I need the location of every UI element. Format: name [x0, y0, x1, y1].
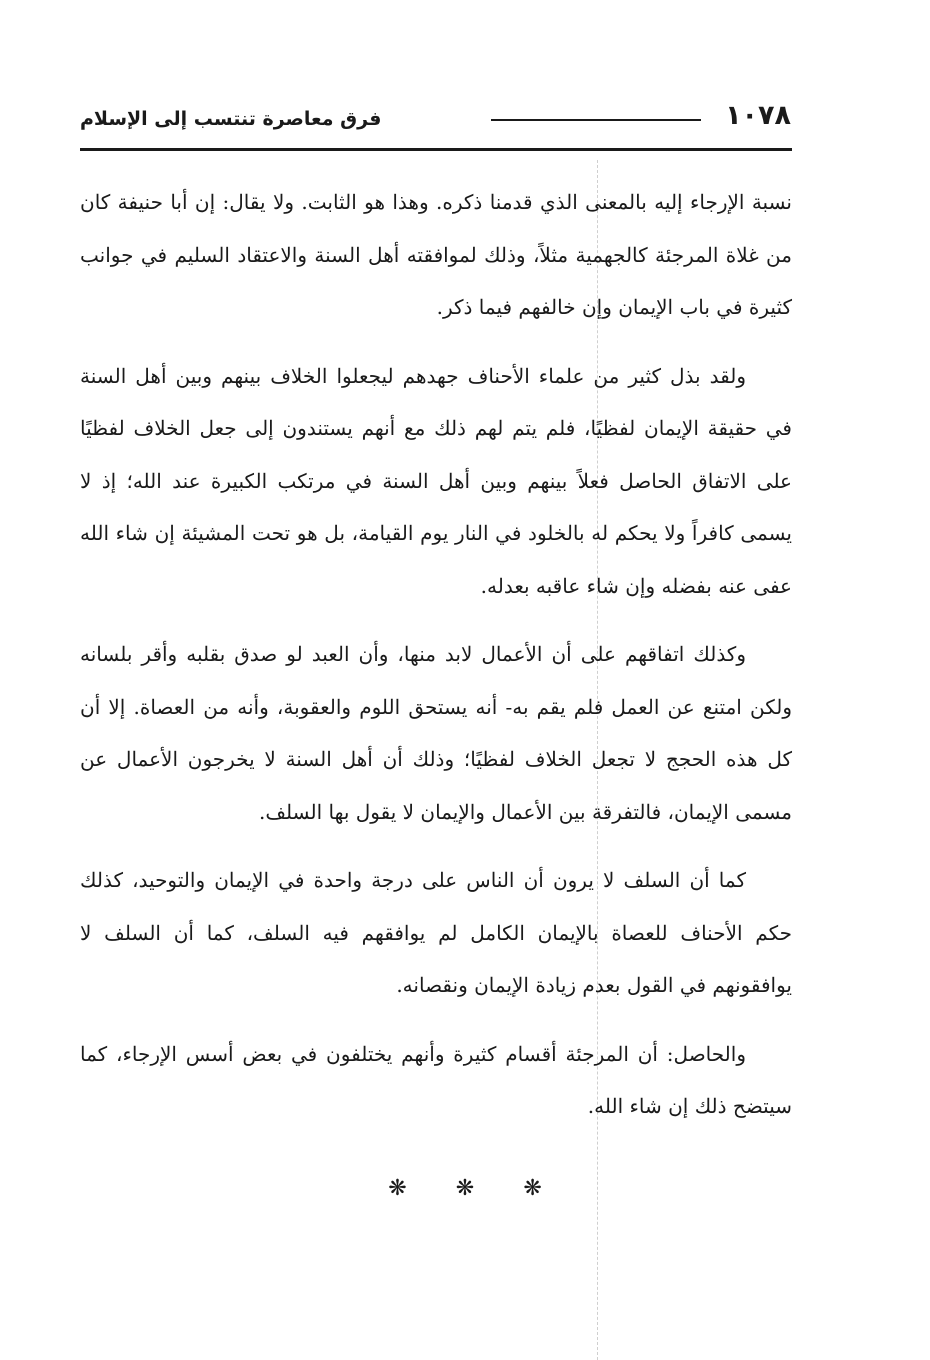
page-number: ١٠٧٨ — [725, 100, 791, 131]
paragraph-5: والحاصل: أن المرجئة أقسام كثيرة وأنهم يختلفون في بعض أسس الإرجاء، كما سيتضح ذلك إن شاء الله. — [80, 1041, 792, 1118]
section-separator — [0, 1176, 930, 1201]
paragraph-2: ولقد بذل كثير من علماء الأحناف جهدهم ليجعلوا الخلاف بينهم وبين أهل السنة في حقيقة الإيمان لفظيًا، فلم يتم لهم ذلك مع أنهم يستندون إلى جعل الخلاف لفظيًا على الاتفاق الحاصل فعلاً بينهم وبين أهل السنة في مرتكب الكبيرة عند الله؛ إذ لا يسمى كافراً ولا يحكم له بالخلود في النار يوم القيامة، بل هو تحت المشيئة إن شاء الله عفى عنه بفضله وإن شاء عاقبه بعدله. — [80, 363, 792, 598]
star-ornament-icon: ❋ — [388, 1176, 407, 1201]
header-rule — [80, 148, 792, 151]
body-text — [80, 176, 792, 1149]
paragraph-4: كما أن السلف لا يرون أن الناس على درجة واحدة في الإيمان والتوحيد، كذلك حكم الأحناف للعصاة بالإيمان الكامل لم يوافقهم فيه السلف، كما أن السلف لا يوافقونهم في القول بعدم زيادة الإيمان ونقصانه. — [80, 868, 792, 997]
star-ornament-icon: ❋ — [523, 1176, 542, 1201]
paragraph-3: وكذلك اتفاقهم على أن الأعمال لابد منها، وأن العبد لو صدق بقلبه وأقر بلسانه ولكن امتنع عن العمل فلم يقم به- أنه يستحق اللوم والعقوبة، وأنه من العصاة. إلا أن كل هذه الحجج لا تجعل الخلاف لفظيًا؛ وذلك أن أهل السنة لا يخرجون الأعمال عن مسمى الإيمان، فالتفرقة بين الأعمال والإيمان لا يقول بها السلف. — [80, 642, 792, 824]
star-ornament-icon: ❋ — [455, 1176, 475, 1201]
page-header — [80, 96, 791, 142]
header-dash — [491, 119, 701, 121]
paragraph-1: نسبة الإرجاء إليه بالمعنى الذي قدمنا ذكره. وهذا هو الثابت. ولا يقال: إن أبا حنيفة كان من غلاة المرجئة كالجهمية مثلاً، وذلك لموافقته أهل السنة والاعتقاد السليم في جوانب كثيرة في باب الإيمان وإن خالفهم فيما ذكر. — [80, 190, 792, 319]
running-title: فرق معاصرة تنتسب إلى الإسلام — [80, 108, 382, 130]
